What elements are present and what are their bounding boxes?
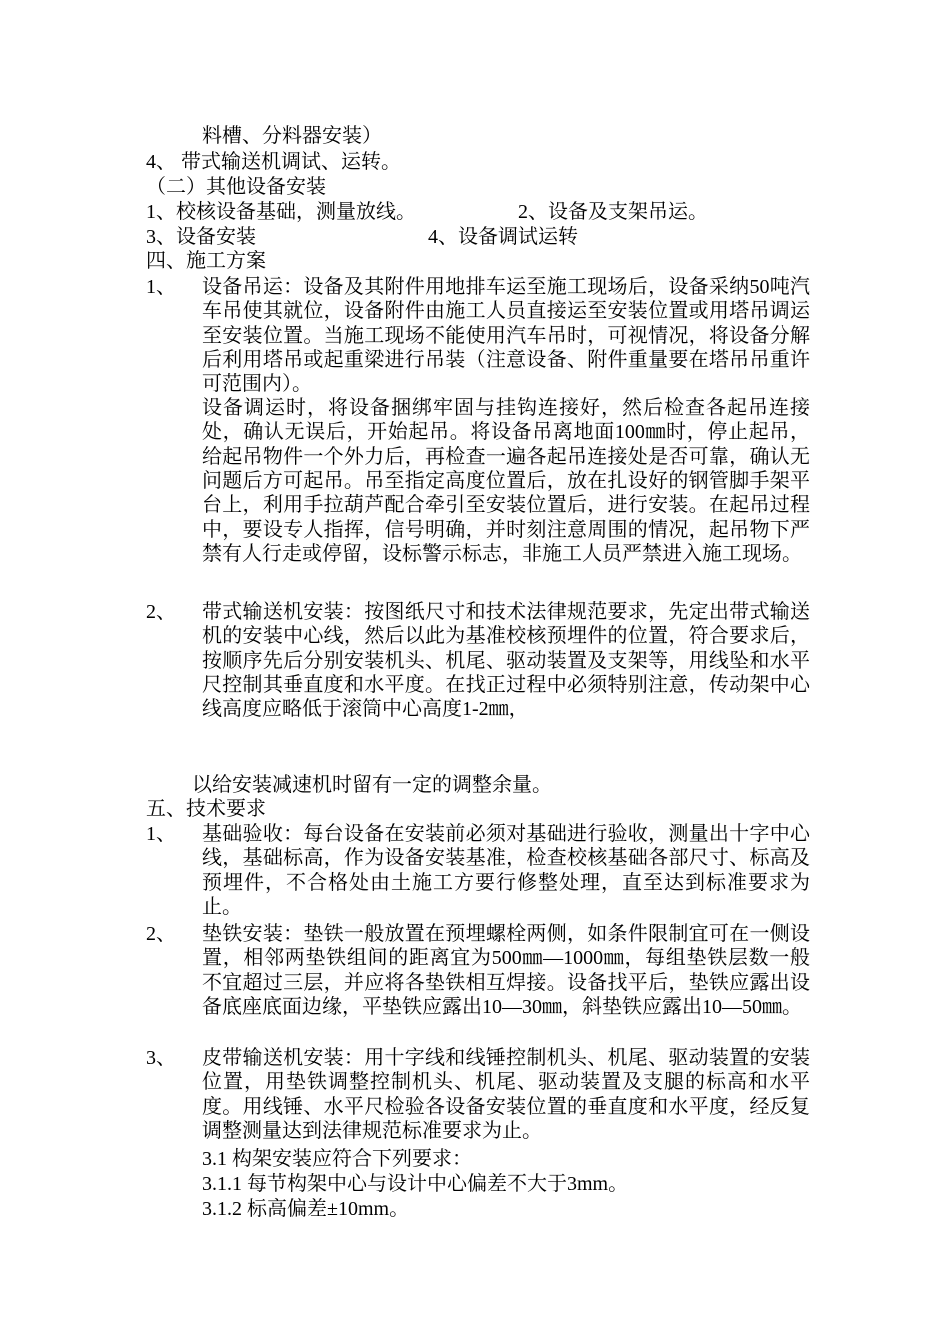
section-heading: （二）其他设备安装 bbox=[146, 176, 326, 198]
sub-clause: 3.1 构架安装应符合下列要求： bbox=[202, 1148, 472, 1170]
item-number: 1、 bbox=[146, 276, 176, 298]
step-text: 3、设备安装 bbox=[146, 226, 256, 248]
paragraph: 基础验收：每台设备在安装前必须对基础进行验收，测量出十字中心线，基础标高，作为设备安装基准，检查校核基础各部尺寸、标高及预埋件，不合格处由土施工方要行修整处理，直至达到标准要求为止。 bbox=[202, 823, 810, 919]
step-text: 4、设备调试运转 bbox=[428, 226, 578, 248]
step-text: 2、设备及支架吊运。 bbox=[518, 201, 708, 223]
paragraph: 设备吊运：设备及其附件用地排车运至施工现场后，设备采纳50吨汽车吊使其就位，设备附件由施工人员直接运至安装位置或用塔吊调运至安装位置。当施工现场不能使用汽车吊时，可视情况，将设备分解后利用塔吊或起重梁进行吊装（注意设备、附件重量要在塔吊吊重许可范围内）。 bbox=[202, 276, 810, 396]
paragraph: 带式输送机安装：按图纸尺寸和技术法律规范要求，先定出带式输送机的安装中心线，然后以此为基准校核预埋件的位置，符合要求后，按顺序先后分别安装机头、机尾、驱动装置及支架等，用线坠和水平尺控制其垂直度和水平度。在找正过程中必须特别注意，传动架中心线高度应略低于滚筒中心高度1-2㎜， bbox=[202, 601, 810, 721]
paragraph: 以给安装减速机时留有一定的调整余量。 bbox=[192, 774, 552, 796]
item-number: 3、 bbox=[146, 1047, 176, 1069]
section-heading: 五、技术要求 bbox=[146, 798, 266, 820]
paragraph: 垫铁安装：垫铁一般放置在预埋螺栓两侧，如条件限制宜可在一侧设置，相邻两垫铁组间的距离宜为500㎜—1000㎜，每组垫铁层数一般不宜超过三层，并应将各垫铁相互焊接。设备找平后，垫铁应露出设备底座底面边缘，平垫铁应露出10—30㎜，斜垫铁应露出10—50㎜。 bbox=[202, 923, 810, 1019]
paragraph: 设备调运时，将设备捆绑牢固与挂钩连接好，然后检查各起吊连接处，确认无误后，开始起吊。将设备吊离地面100㎜时，停止起吊，给起吊物件一个外力后，再检查一遍各起吊连接处是否可靠，确认无问题后方可起吊。吊至指定高度位置后，放在扎设好的钢管脚手架平台上，利用手拉葫芦配合牵引至安装位置后，进行安装。在起吊过程中，要设专人指挥，信号明确，并时刻注意周围的情况，起吊物下严禁有人行走或停留，设标警示标志，非施工人员严禁进入施工现场。 bbox=[202, 397, 810, 566]
paragraph: 皮带输送机安装：用十字线和线锤控制机头、机尾、驱动装置的安装位置，用垫铁调整控制机头、机尾、驱动装置及支腿的标高和水平度。用线锤、水平尺检验各设备安装位置的垂直度和水平度，经反复调整测量达到法律规范标准要求为止。 bbox=[202, 1047, 810, 1143]
section-heading: 四、施工方案 bbox=[146, 250, 266, 272]
item-number: 2、 bbox=[146, 601, 176, 623]
step-text: 1、校核设备基础，测量放线。 bbox=[146, 201, 416, 223]
sub-clause: 3.1.2 标高偏差±10mm。 bbox=[202, 1198, 410, 1220]
item-number: 1、 bbox=[146, 823, 176, 845]
sub-clause: 3.1.1 每节构架中心与设计中心偏差不大于3mm。 bbox=[202, 1173, 629, 1195]
text-line: 料槽、分料器安装） bbox=[202, 125, 382, 147]
item-number: 2、 bbox=[146, 923, 176, 945]
list-item-heading: 4、 带式输送机调试、运转。 bbox=[146, 151, 401, 173]
